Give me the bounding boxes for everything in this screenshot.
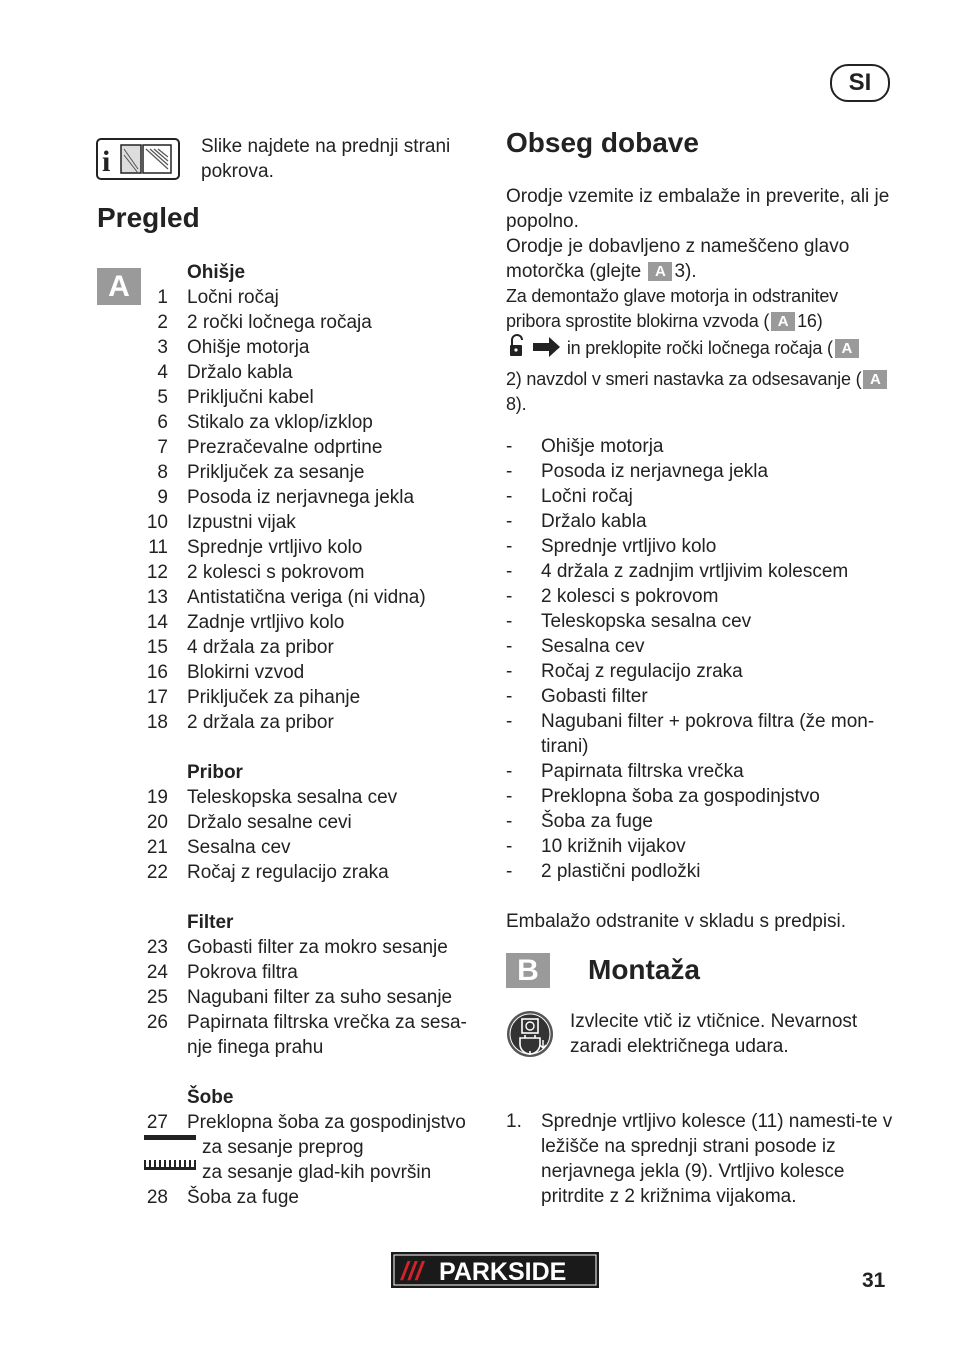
- svg-text:///: ///: [401, 1256, 423, 1286]
- list-item: - 2 plastični podložki: [506, 861, 701, 882]
- list-item: 6 Stikalo za vklop/izklop: [157, 412, 373, 433]
- list-item: 9 Posoda iz nerjavnega jekla: [157, 487, 415, 508]
- list-item: 22 Ročaj z regulacijo zraka: [146, 862, 389, 883]
- list-item: 11 Sprednje vrtljivo kolo: [148, 537, 363, 558]
- page-number: 31: [862, 1269, 886, 1292]
- list-item: 13 Antistatična veriga (ni vidna): [146, 587, 426, 608]
- figure-badge-a: A: [97, 268, 141, 305]
- delivery-list: [506, 434, 896, 884]
- list-item: 28 Šoba za fuge: [146, 1187, 299, 1208]
- list-item: - Sprednje vrtljivo kolo: [506, 536, 717, 557]
- figure-badge-b: B: [506, 953, 550, 988]
- warning-text: Izvlecite vtič iz vtičnice. Nevarnost zaradi električnega udara.: [570, 1011, 858, 1057]
- list-item: - Papirnata filtrska vrečka: [506, 761, 744, 782]
- parts-list: [144, 260, 484, 1210]
- obseg-text: [506, 184, 896, 417]
- list-item: - Ločni ročaj: [506, 486, 633, 507]
- group-header: Pribor: [187, 762, 243, 783]
- list-item: 26 Papirnata filtrska vrečka za sesa-: [146, 1012, 467, 1033]
- group-header: Filter: [187, 912, 234, 933]
- figure-ref-a: A: [863, 370, 887, 389]
- figure-ref-a: A: [771, 312, 795, 331]
- list-item: 21 Sesalna cev: [146, 837, 291, 858]
- list-item: - Šoba za fuge: [506, 811, 653, 832]
- list-item: 16 Blokirni vzvod: [146, 662, 305, 683]
- list-item: 25 Nagubani filter za suho sesanje: [146, 987, 453, 1008]
- list-item: 2 2 ročki ločnega ročaja: [157, 312, 372, 333]
- list-item: 27 Preklopna šoba za gospodinjstvo: [146, 1112, 466, 1133]
- list-item: 14 Zadnje vrtljivo kolo: [146, 612, 345, 633]
- svg-text:PARKSIDE: PARKSIDE: [439, 1258, 567, 1286]
- section-title-montaza: Montaža: [588, 954, 700, 985]
- section-title-pregled: Pregled: [97, 202, 200, 233]
- svg-text:i: i: [102, 145, 111, 178]
- list-item: - Ročaj z regulacijo zraka: [506, 661, 743, 682]
- list-item: 15 4 držala za pribor: [146, 637, 334, 658]
- carpet-mode-icon: [144, 1135, 196, 1140]
- list-item: - Nagubani filter + pokrova filtra (že mon-tirani): [506, 711, 875, 757]
- group-header: Šobe: [187, 1087, 234, 1108]
- list-item: 5 Priključni kabel: [157, 387, 314, 408]
- list-item: 24 Pokrova filtra: [146, 962, 298, 983]
- figure-ref-a: A: [835, 339, 859, 358]
- list-item: - Teleskopska sesalna cev: [506, 611, 752, 632]
- list-item: 12 2 kolesci s pokrovom: [146, 562, 365, 583]
- list-item: - Sesalna cev: [506, 636, 645, 657]
- paragraph: Za demontažo glave motorja in odstranitev pribora sprostite blokirna vzvoda ( A 16) in preklopite ročki ločnega ročaja ( A 2) navzdol v smeri nastavka za odsesavanje ( A8).: [506, 284, 896, 417]
- list-item: 3 Ohišje motorja: [157, 337, 310, 358]
- list-item: 23 Gobasti filter za mokro sesanje: [146, 937, 448, 958]
- step-item: 1. Sprednje vrtljivo kolesce (11) namesti-te v ležišče na sprednji strani posode iz nerjavnega jekla (9). Vrtljivo kolesce pritrdite z 2 križnima vijakoma.: [506, 1111, 893, 1207]
- language-badge: SI: [830, 64, 890, 102]
- disposal-note: Embalažo odstranite v skladu s predpisi.: [506, 911, 847, 932]
- list-item: 10 Izpustni vijak: [146, 512, 296, 533]
- list-item: - Posoda iz nerjavnega jekla: [506, 461, 769, 482]
- list-item: 7 Prezračevalne odprtine: [157, 437, 383, 458]
- list-item: 17 Priključek za pihanje: [146, 687, 361, 708]
- list-item: 4 Držalo kabla: [157, 362, 293, 383]
- list-item: - Gobasti filter: [506, 686, 648, 707]
- list-item: - 4 držala z zadnjim vrtljivim kolescem: [506, 561, 849, 582]
- section-title-obseg: Obseg dobave: [506, 127, 699, 158]
- unplug-icon: [506, 1010, 554, 1058]
- intro-text: Slike najdete na prednji strani pokrova.: [201, 136, 451, 182]
- list-item: - 10 križnih vijakov: [506, 836, 686, 857]
- group-header: Ohišje: [187, 262, 246, 283]
- list-item: - Držalo kabla: [506, 511, 647, 532]
- parkside-logo: [391, 1252, 599, 1288]
- list-item: 18 2 držala za pribor: [146, 712, 334, 733]
- assembly-steps: [506, 1109, 896, 1209]
- list-item: 8 Priključek za sesanje: [157, 462, 365, 483]
- list-item: 19 Teleskopska sesalna cev: [146, 787, 398, 808]
- list-item: 1 Ločni ročaj: [157, 287, 279, 308]
- hard-floor-mode-icon: [144, 1160, 196, 1170]
- list-item: - 2 kolesci s pokrovom: [506, 586, 719, 607]
- list-item: 20 Držalo sesalne cevi: [146, 812, 352, 833]
- list-item: za sesanje glad-kih površin: [144, 1160, 484, 1185]
- unlock-arrow-icon: [506, 334, 562, 367]
- list-item: za sesanje preprog: [144, 1135, 484, 1160]
- figure-ref-a: A: [648, 262, 672, 281]
- info-book-icon: [96, 138, 180, 180]
- list-item: - Preklopna šoba za gospodinjstvo: [506, 786, 820, 807]
- paragraph: Orodje je dobavljeno z nameščeno glavo motorčka (glejte A 3).: [506, 236, 850, 282]
- list-item: nje finega prahu: [187, 1037, 324, 1058]
- paragraph: Orodje vzemite iz embalaže in preverite, ali je popolno.: [506, 186, 890, 232]
- list-item: - Ohišje motorja: [506, 436, 664, 457]
